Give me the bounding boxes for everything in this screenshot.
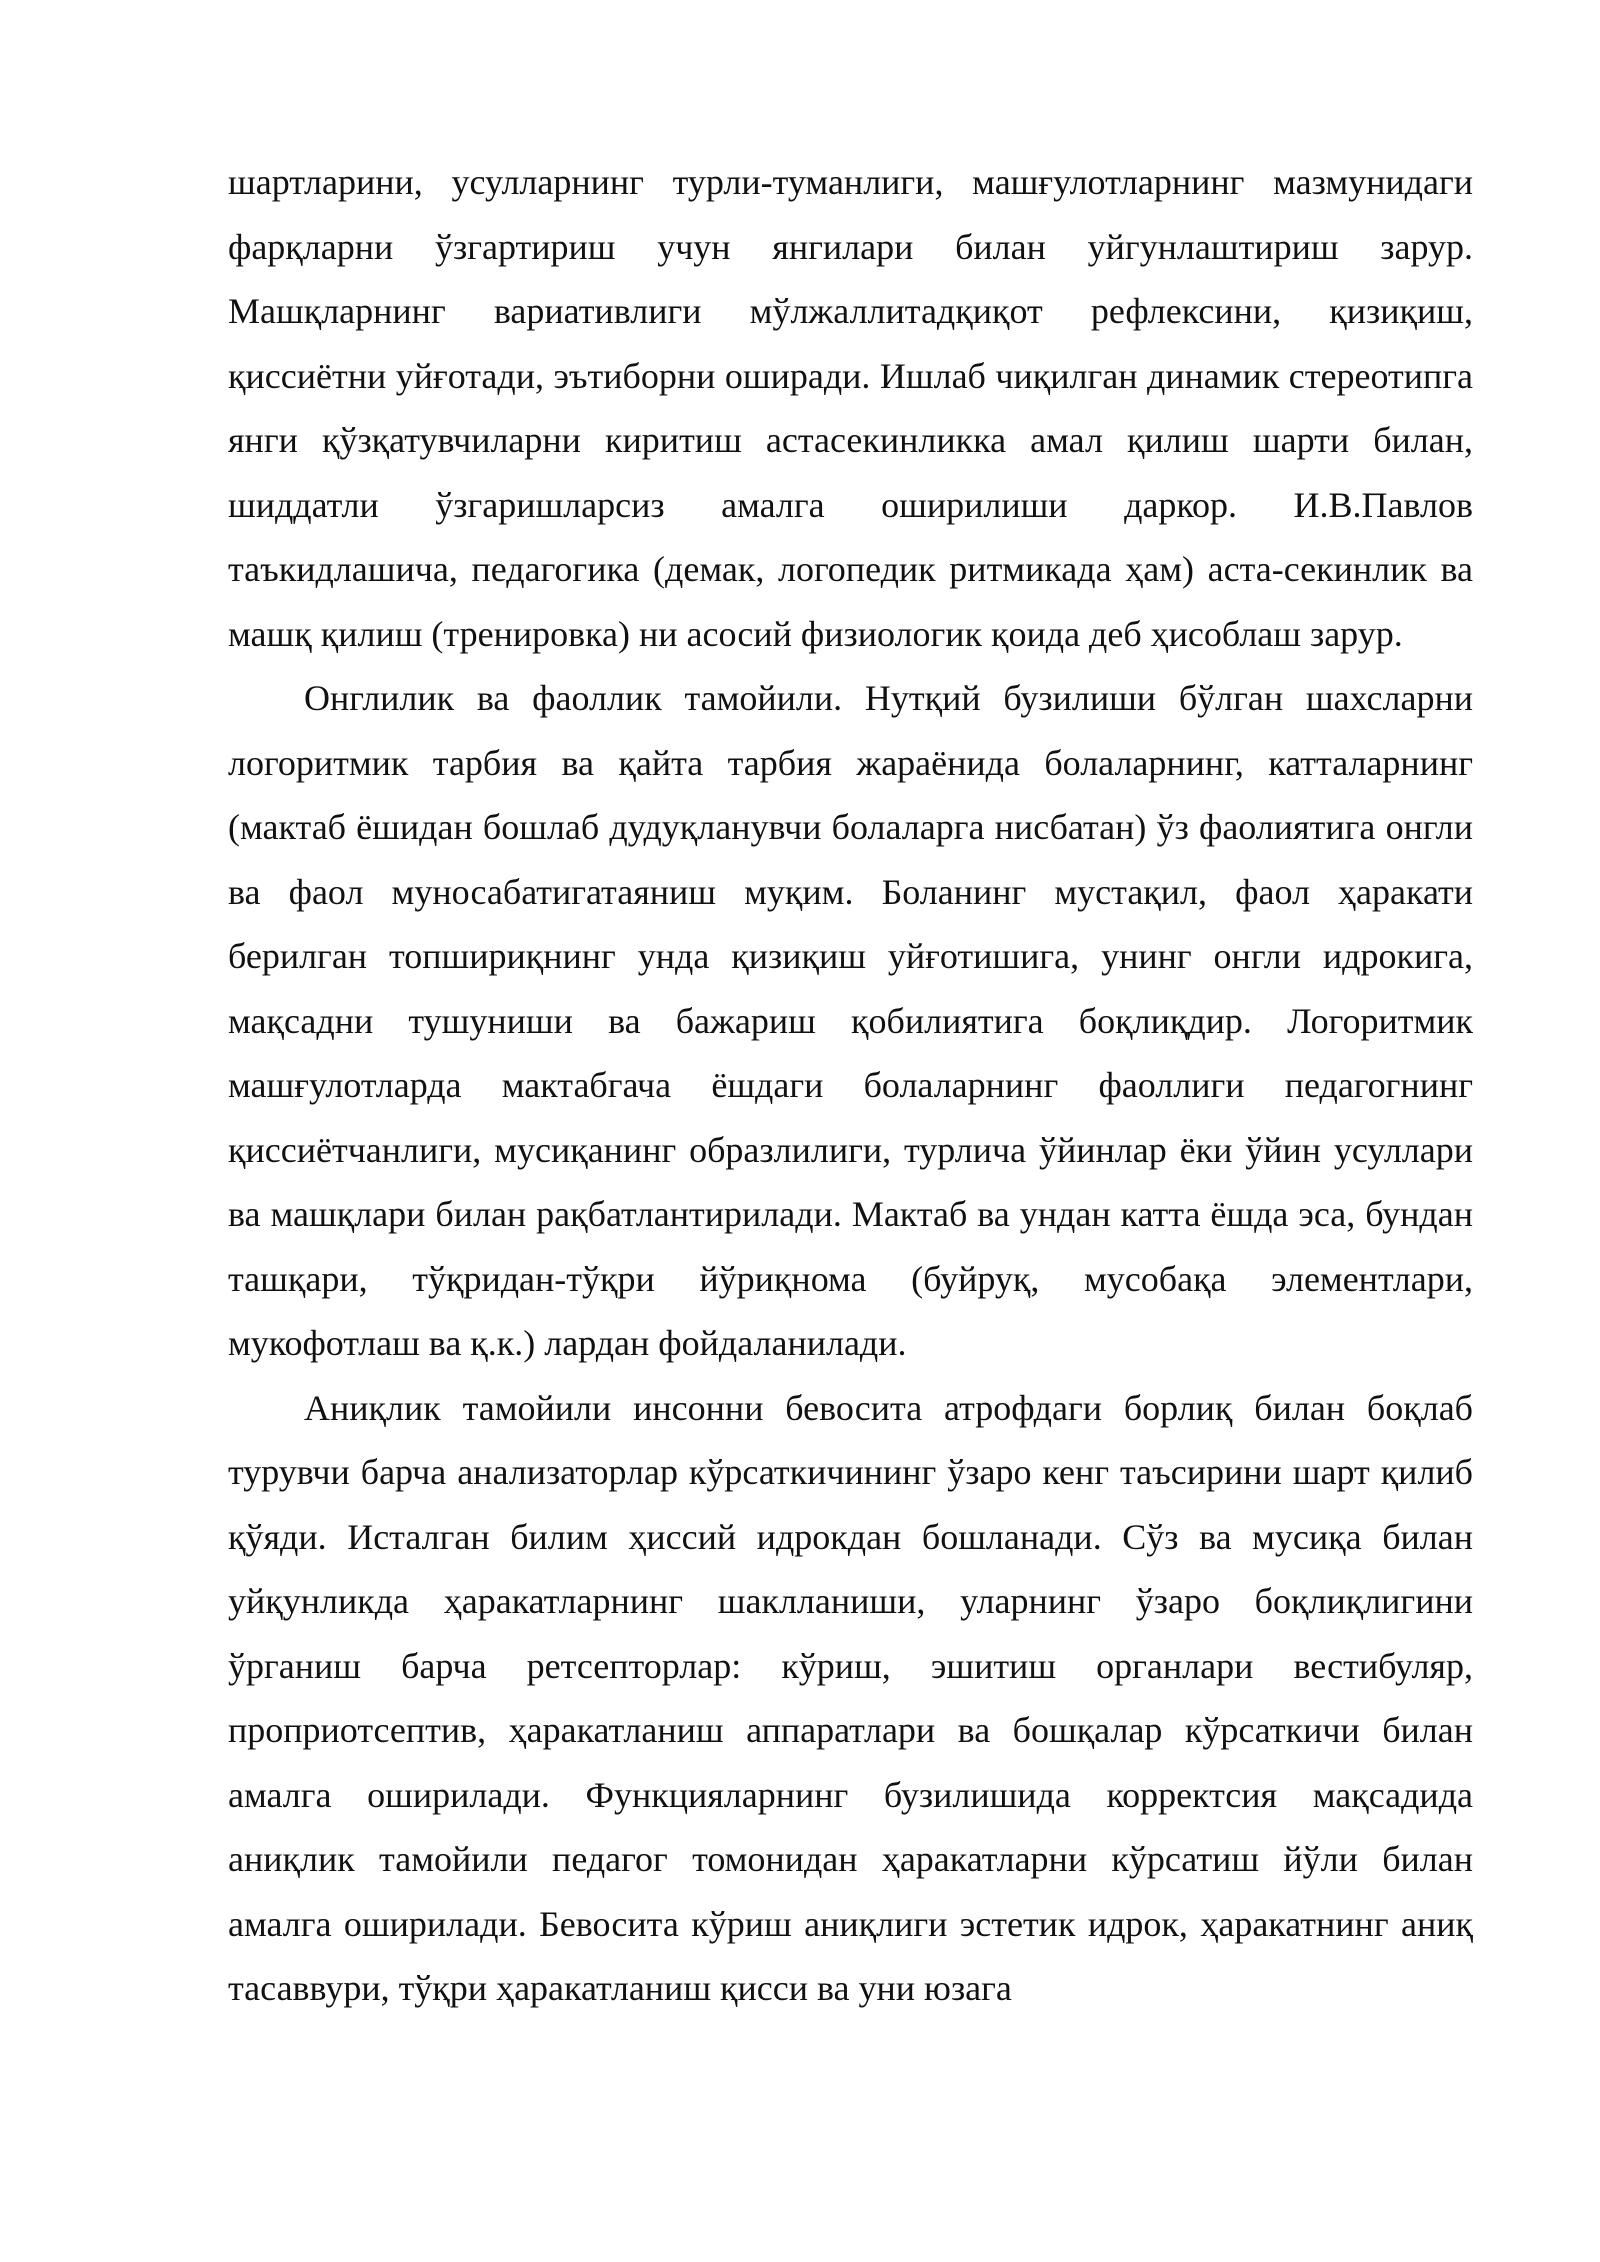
paragraph-gradualness: шартларини, усулларнинг турли-туманлиги, машғулотларнинг мазмунидаги фарқларни ўзгартириш учун янгилари билан уйгунлаштириш зарур. Машқларнинг вариативлиги мўлжаллитадқиқот рефлексини, қизиқиш, қиссиётни уйғотади, эътиборни оширади. Ишлаб чиқилган динамик стереотипга янги қўзқатувчиларни киритиш астасекинликка амал қилиш шарти билан, шиддатли ўзгаришларсиз амалга оширилиши даркор. И.В.Павлов таъкидлашича, педагогика (демак, логопедик ритмикада ҳам) аста-секинлик ва машқ қилиш (тренировка) ни асосий физиологик қоида деб ҳисоблаш зарур. [228,162,1473,654]
document-page [228,150,1473,2021]
paragraph-visibility-principle: Аниқлик тамойили инсонни бевосита атрофдаги борлиқ билан боқлаб турувчи барча анализаторлар кўрсаткичининг ўзаро кенг таъсирини шарт қилиб қўяди. Исталган билим ҳиссий идрокдан бошланади. Сўз ва мусиқа билан уйқунликда ҳаракатларнинг шаклланиши, уларнинг ўзаро боқлиқлигини ўрганиш барча ретсепторлар: кўриш, эшитиш органлари вестибуляр, проприотсептив, ҳаракатланиш аппаратлари ва бошқалар кўрсаткичи билан амалга оширилади. Функцияларнинг бузилишида корректсия мақсадида аниқлик тамойили педагог томонидан ҳаракатларни кўрсатиш йўли билан амалга оширилади. Бевосита кўриш аниқлиги эстетик идрок, ҳаракатнинг аниқ тасаввури, тўқри ҳаракатланиш қисси ва уни юзага [228,1387,1473,2008]
paragraph-consciousness-activity: Онглилик ва фаоллик тамойили. Нутқий бузилиши бўлган шахсларни логоритмик тарбия ва қайта тарбия жараёнида болаларнинг, катталарнинг (мактаб ёшидан бошлаб дудуқланувчи болаларга нисбатан) ўз фаолиятига онгли ва фаол муносабатигатаяниш муқим. Боланинг мустақил, фаол ҳаракати берилган топшириқнинг унда қизиқиш уйғотишига, унинг онгли идрокига, мақсадни тушуниши ва бажариш қобилиятига боқлиқдир. Логоритмик машғулотларда мактабгача ёшдаги болаларнинг фаоллиги педагогнинг қиссиётчанлиги, мусиқанинг образлилиги, турлича ўйинлар ёки ўйин усуллари ва машқлари билан рақбатлантирилади. Мактаб ва ундан катта ёшда эса, бундан ташқари, тўқридан-тўқри йўриқнома (буйруқ, мусобақа элементлари, мукофотлаш ва қ.к.) лардан фойдаланилади. [228,678,1473,1363]
